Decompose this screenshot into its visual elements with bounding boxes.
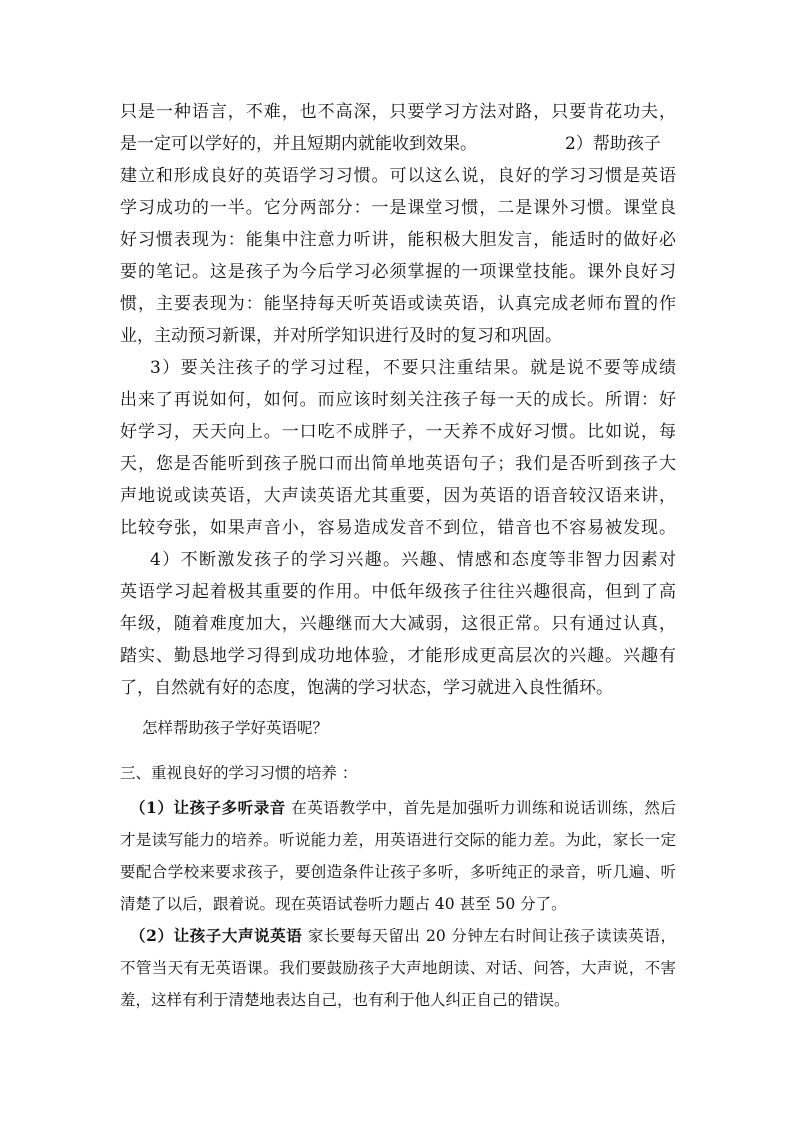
paragraph-line: 才是读写能力的培养。听说能力差，用英语进行交际的能力差。为此，家长一定 [120, 831, 676, 849]
list-item-2-label: 2）帮助孩子 [565, 134, 661, 154]
paragraph-line: 踏实、勤恳地学习得到成功地体验，才能形成更高层次的兴趣。兴趣有 [120, 646, 676, 666]
paragraph-line: 声地说或读英语，大声读英语尤其重要，因为英语的语音较汉语来讲， [120, 486, 676, 506]
item-1-first-line [130, 797, 676, 819]
question-heading: 怎样帮助孩子学好英语呢？ [142, 719, 329, 737]
paragraph-line: 不管当天有无英语课。我们要鼓励孩子大声地朗读、对话、问答，大声说，不害 [120, 959, 676, 977]
paragraph-line: 比较夸张，如果声音小，容易造成发音不到位，错音也不容易被发现。 [120, 518, 676, 538]
paragraph-line [120, 133, 676, 155]
paragraph-line: 出来了再说如何，如何。而应该时刻关注孩子每一天的成长。所谓：好 [120, 390, 676, 410]
paragraph-line: 清楚了以后，跟着说。现在英语试卷听力题占 40 甚至 50 分了。 [120, 895, 567, 913]
paragraph-line: 天，您是否能听到孩子脱口而出简单地英语句子；我们是否听到孩子大 [120, 454, 676, 474]
paragraph-line: 建立和形成良好的英语学习习惯。可以这么说，良好的学习习惯是英语 [120, 166, 676, 186]
paragraph-line: 业，主动预习新课，并对所学知识进行及时的复习和巩固。 [120, 326, 562, 346]
paragraph-text: 是一定可以学好的，并且短期内就能收到效果。 [120, 134, 477, 154]
section-heading: 三、重视良好的学习习惯的培养 ： [120, 764, 358, 782]
item-2-title: （2）让孩子大声说英语 [130, 926, 303, 945]
paragraph-line: 年级，随着难度加大，兴趣继而大大减弱，这很正常。只有通过认真， [120, 614, 676, 634]
paragraph-line: 要配合学校来要求孩子，要创造条件让孩子多听，多听纯正的录音，听几遍、听 [120, 863, 676, 881]
paragraph-line: 好学习，天天向上。一口吃不成胖子，一天养不成好习惯。比如说，每 [120, 422, 676, 442]
paragraph-line: 3）要关注孩子的学习过程，不要只注重结果。就是说不要等成绩 [150, 358, 676, 378]
paragraph-line: 学习成功的一半。它分两部分：一是课堂习惯，二是课外习惯。课堂良 [120, 198, 676, 218]
paragraph-line: 惯，主要表现为：能坚持每天听英语或读英语，认真完成老师布置的作 [120, 294, 676, 314]
item-1-title: （1）让孩子多听录音 [130, 798, 286, 817]
paragraph-line: 羞，这样有利于清楚地表达自己，也有利于他人纠正自己的错误。 [120, 991, 570, 1009]
paragraph-line: 了，自然就有好的态度，饱满的学习状态，学习就进入良性循环。 [120, 678, 613, 698]
paragraph-line: 只是一种语言，不难，也不高深，只要学习方法对路，只要肯花功夫， [120, 102, 676, 122]
paragraph-line: 4）不断激发孩子的学习兴趣。兴趣、情感和态度等非智力因素对 [150, 550, 676, 570]
paragraph-line: 好习惯表现为：能集中注意力听讲，能积极大胆发言，能适时的做好必 [120, 230, 676, 250]
item-1-text: 在英语教学中，首先是加强听力训练和说话训练，然后 [285, 799, 676, 817]
item-2-first-line [130, 925, 676, 947]
paragraph-line: 要的笔记。这是孩子为今后学习必须掌握的一项课堂技能。课外良好习 [120, 262, 676, 282]
item-2-text: 家长要每天留出 20 分钟左右时间让孩子读读英语， [302, 927, 676, 945]
paragraph-line: 英语学习起着极其重要的作用。中低年级孩子往往兴趣很高，但到了高 [120, 582, 676, 602]
